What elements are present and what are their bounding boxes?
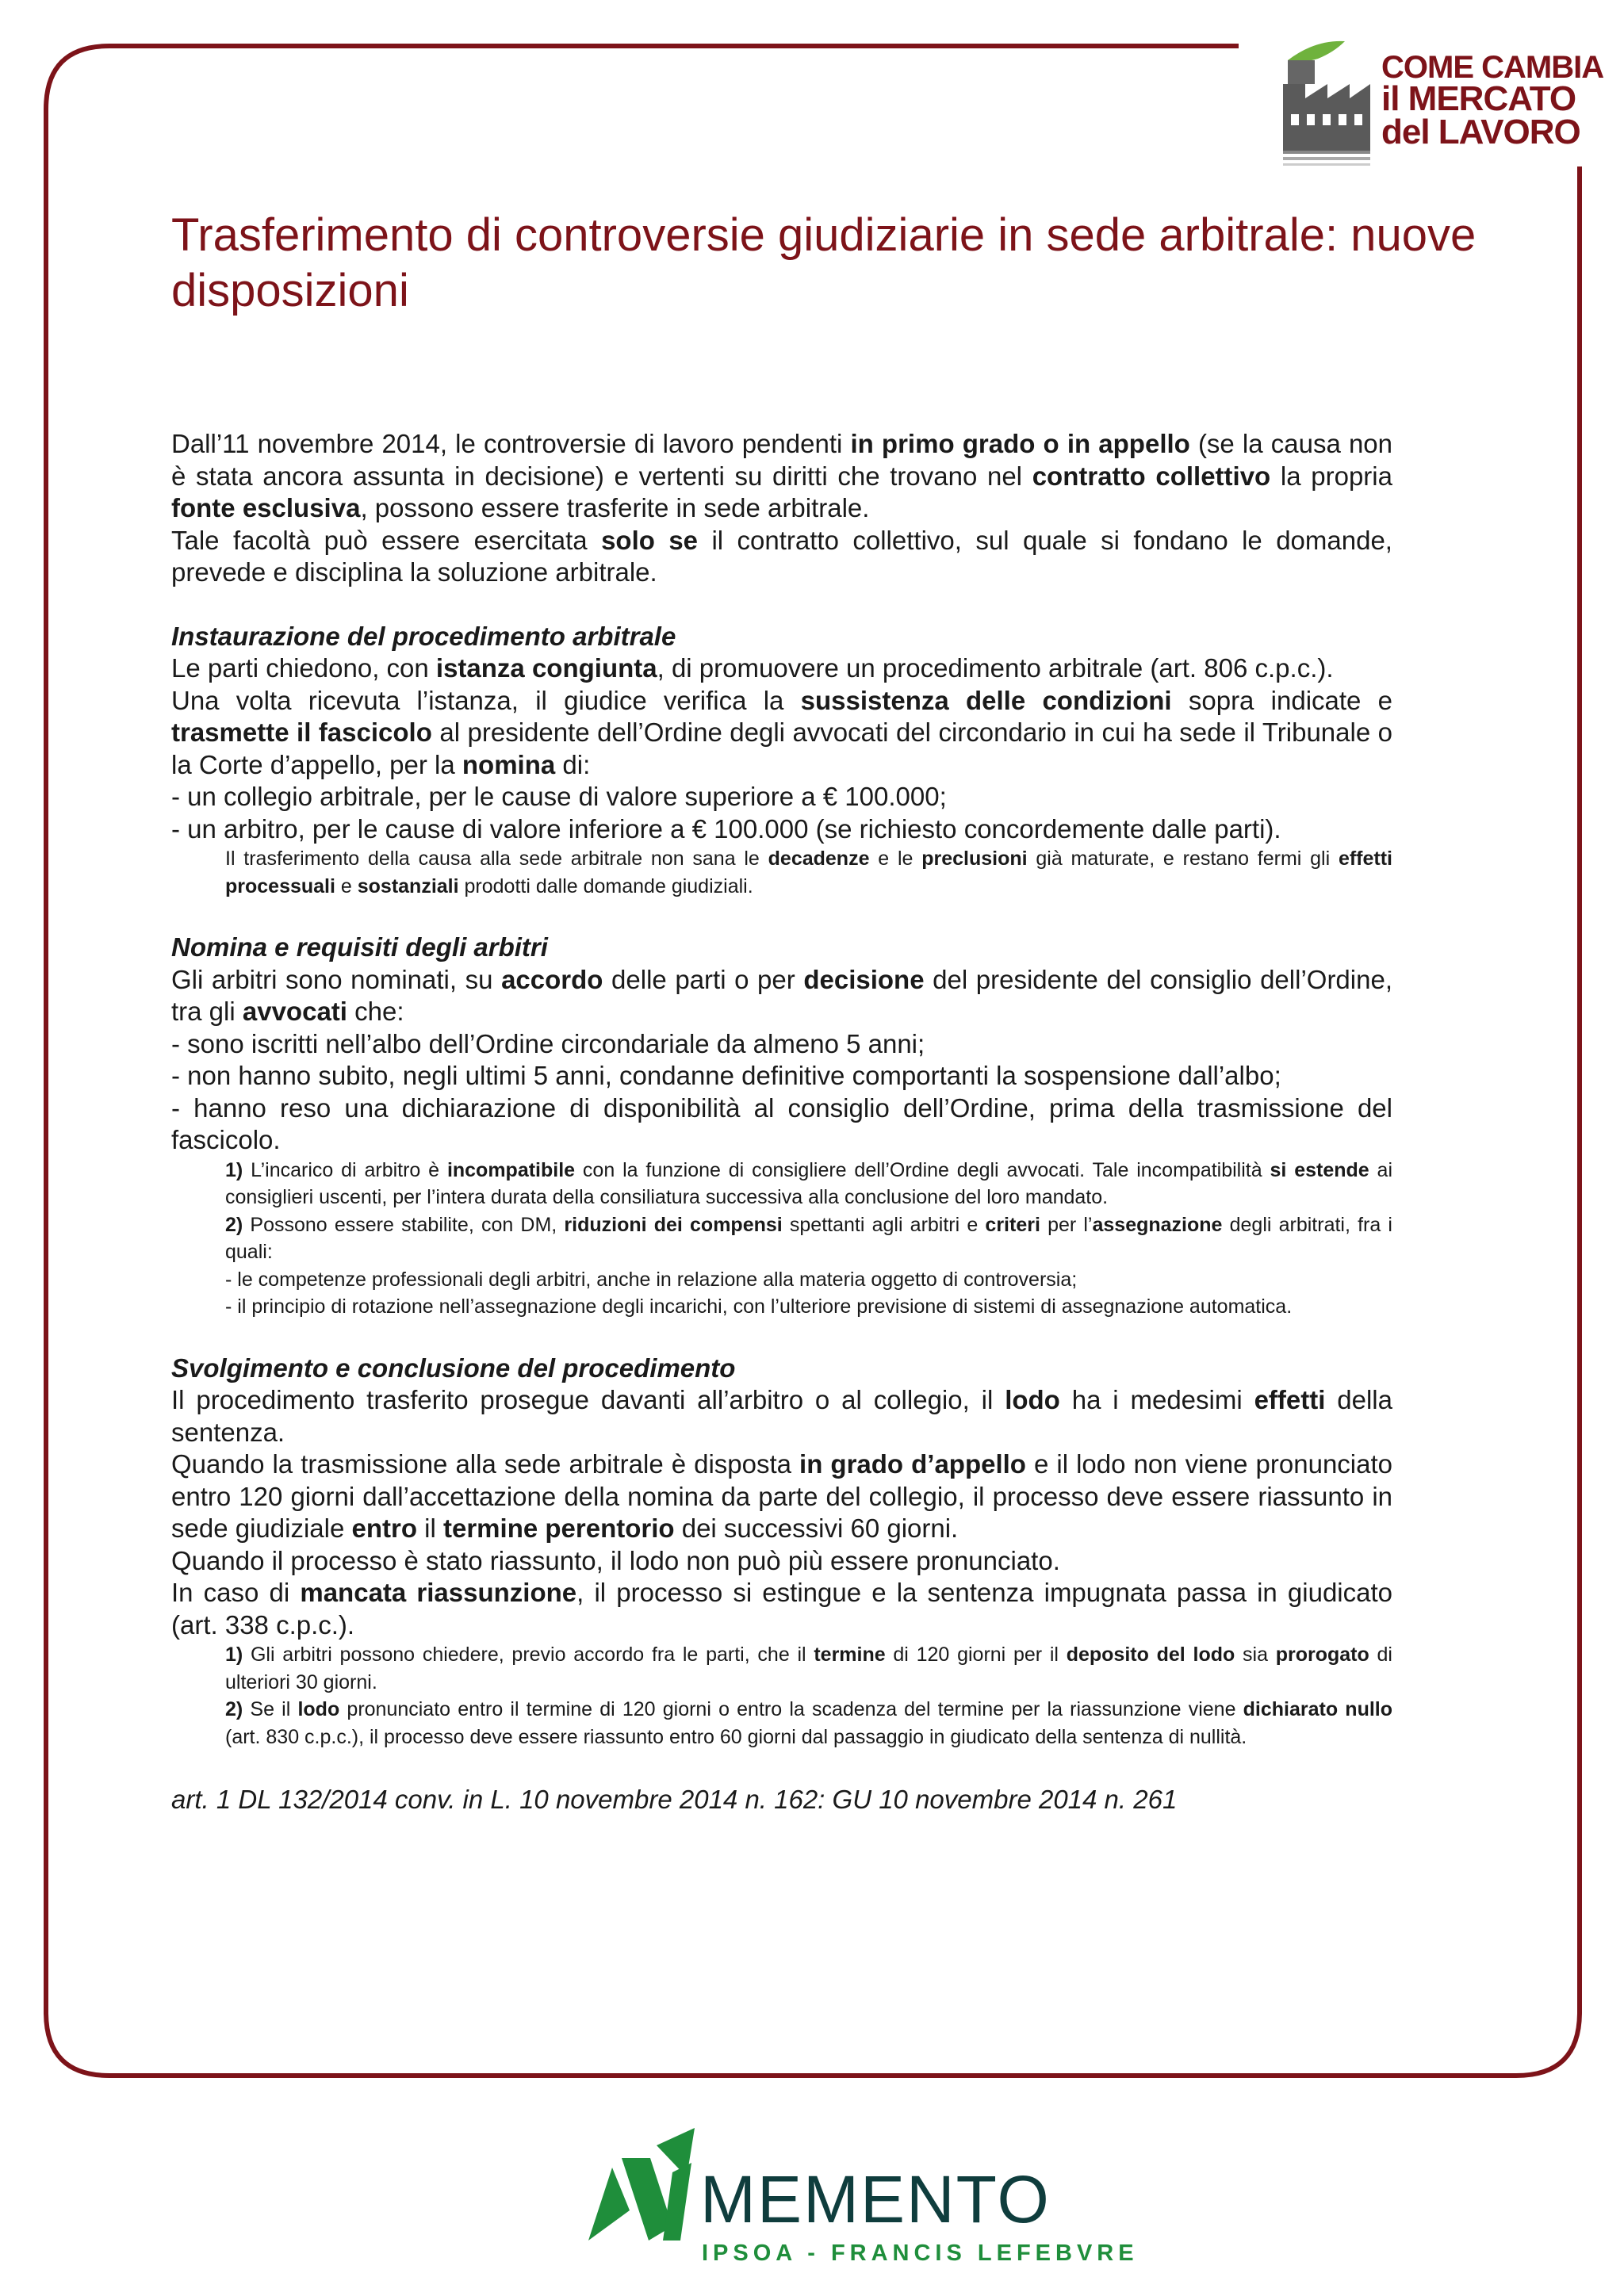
- logo-line-2: il MERCATO: [1381, 79, 1576, 118]
- logo-text: [1381, 52, 1603, 149]
- memento-brand: MEMENTO: [700, 2162, 1051, 2237]
- note-list-item: - le competenze professionali degli arbitri, anche in relazione alla materia oggetto di controversia;: [225, 1268, 1078, 1291]
- section1-paragraph-2: Una volta ricevuta l’istanza, il giudice verifica la sussistenza delle condizioni sopra indicate e trasmette il fascicolo al presidente dell’Ordine degli avvocati del circondario in cui ha sede il Tribunale o la Corte d’appello, per la nomina di:: [171, 685, 1393, 779]
- section1-paragraph-1: Le parti chiedono, con istanza congiunta, di promuovere un procedimento arbitrale (art. 806 c.p.c.).: [171, 653, 1334, 683]
- section1-note: Il trasferimento della causa alla sede arbitrale non sana le decadenze e le preclusioni già maturate, e restano fermi gli effetti processuali e sostanziali prodotti dalle domande giudiziali.: [225, 848, 1392, 897]
- section3-paragraph-3: Quando il processo è stato riassunto, il lodo non può più essere pronunciato.: [171, 1545, 1060, 1575]
- section-heading-svolgimento: Svolgimento e conclusione del procedimento: [171, 1353, 736, 1383]
- list-item: - un arbitro, per le cause di valore inferiore a € 100.000 (se richiesto concordemente dalle parti).: [171, 813, 1281, 844]
- section2-paragraph-1: Gli arbitri sono nominati, su accordo delle parti o per decisione del presidente del consiglio dell’Ordine, tra gli avvocati che:: [171, 964, 1392, 1026]
- section3-notes: [225, 1641, 1392, 1751]
- note-1: 1) Gli arbitri possono chiedere, previo accordo fra le parti, che il termine di 120 giorni per il deposito del lodo sia prorogato di ulteriori 30 giorni.: [225, 1644, 1392, 1693]
- logo-line-1: COME CAMBIA: [1381, 50, 1604, 85]
- section3-paragraph-4: In caso di mancata riassunzione, il processo si estingue e la sentenza impugnata passa in giudicato (art. 338 c.p.c.).: [171, 1578, 1393, 1640]
- page-title: Trasferimento di controversie giudiziarie in sede arbitrale: nuove disposizioni: [171, 209, 1477, 316]
- list-item: - un collegio arbitrale, per le cause di valore superiore a € 100.000;: [171, 782, 947, 811]
- legal-reference: art. 1 DL 132/2014 conv. in L. 10 novembre 2014 n. 162: GU 10 novembre 2014 n. 261: [171, 1785, 1178, 1814]
- intro-paragraph-2: Tale facoltà può essere esercitata solo se il contratto collettivo, sul quale si fondano le domande, prevede e disciplina la soluzione arbitrale.: [171, 525, 1392, 587]
- document-body: [171, 428, 1392, 1816]
- intro-paragraph-1: Dall’11 novembre 2014, le controversie di lavoro pendenti in primo grado o in appello (se la causa non è stata ancora assunta in decisione) e vertenti su diritti che trovano nel contratto collettivo la propria fonte esclusiva, possono essere trasferite in sede arbitrale.: [171, 429, 1392, 522]
- section3-paragraph-1: Il procedimento trasferito prosegue davanti all’arbitro o al collegio, il lodo ha i medesimi effetti della sentenza.: [171, 1385, 1392, 1447]
- memento-subtitle: IPSOA - FRANCIS LEFEBVRE: [702, 2241, 1139, 2266]
- section2-notes: [225, 1157, 1392, 1321]
- list-item: - hanno reso una dichiarazione di disponibilità al consiglio dell’Ordine, prima della trasmissione del fascicolo.: [171, 1093, 1392, 1154]
- note-1: 1) L’incarico di arbitro è incompatibile con la funzione di consigliere dell’Ordine degli avvocati. Tale incompatibilità si estende ai consiglieri uscenti, per l’intera durata della consiliatura successiva alla conclusione del loro mandato.: [225, 1158, 1392, 1208]
- logo-line-3: del LAVORO: [1381, 113, 1580, 151]
- list-item: - sono iscritti nell’albo dell’Ordine circondariale da almeno 5 anni;: [171, 1028, 925, 1058]
- note-list-item: - il principio di rotazione nell’assegnazione degli incarichi, con l’ulteriore previsione di sistemi di assegnazione automatica.: [225, 1295, 1293, 1318]
- section-heading-instaurazione: Instaurazione del procedimento arbitrale: [171, 621, 676, 651]
- section-heading-nomina: Nomina e requisiti degli arbitri: [171, 932, 548, 962]
- section3-paragraph-2: Quando la trasmissione alla sede arbitrale è disposta in grado d’appello e il lodo non viene pronunciato entro 120 giorni dall’accettazione della nomina da parte del collegio, il processo deve essere riassunto in sede giudiziale entro il termine perentorio dei successivi 60 giorni.: [171, 1449, 1392, 1543]
- note-2: 2) Se il lodo pronunciato entro il termine di 120 giorni o entro la scadenza del termine per la riassunzione viene dichiarato nullo (art. 830 c.p.c.), il processo deve essere riassunto entro 60 giorni dal passaggio in giudicato della sentenza di nullità.: [225, 1698, 1393, 1748]
- note-2: 2) Possono essere stabilite, con DM, riduzioni dei compensi spettanti agli arbitri e criteri per l’assegnazione degli arbitrati, fra i quali:: [225, 1213, 1392, 1263]
- list-item: - non hanno subito, negli ultimi 5 anni, condanne definitive comportanti la sospensione dall’albo;: [171, 1061, 1281, 1090]
